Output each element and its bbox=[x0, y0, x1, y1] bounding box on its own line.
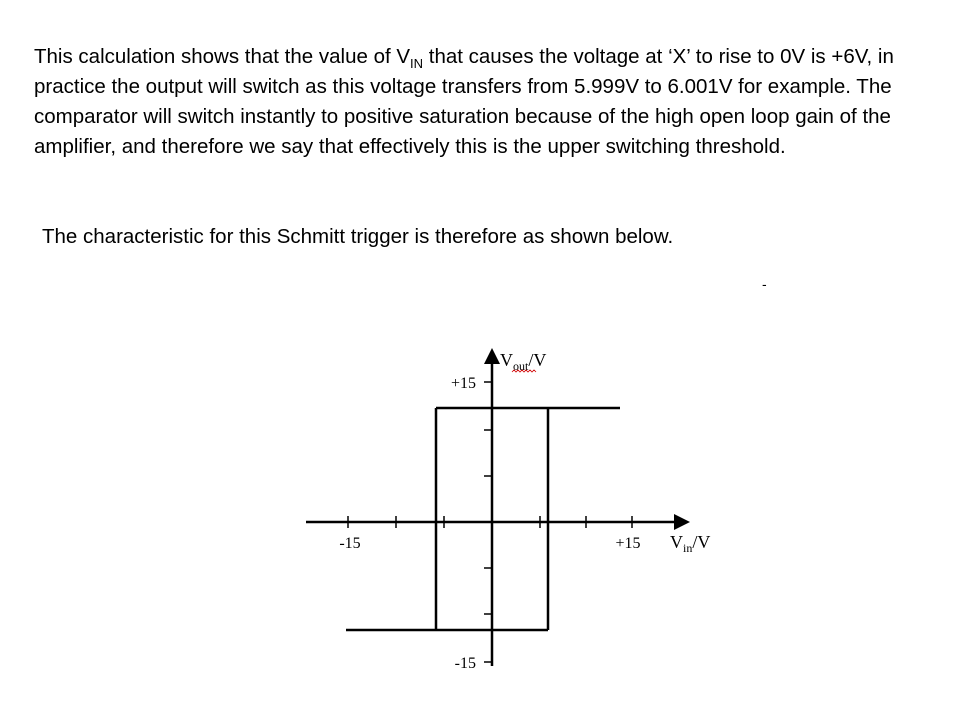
x-axis-label-unit: /V bbox=[692, 532, 711, 552]
paragraph-intro bbox=[34, 42, 934, 162]
y-axis-arrowhead bbox=[484, 348, 500, 364]
x-axis-label-sub: in bbox=[683, 541, 693, 555]
y-tick-label-top: +15 bbox=[450, 375, 476, 392]
x-tick-label-left: -15 bbox=[339, 535, 361, 552]
y-axis-label-main: V bbox=[500, 350, 513, 370]
paragraph-intro-part1: This calculation shows that the value of V bbox=[34, 45, 411, 68]
paragraph-intro-part2: that causes the voltage at ‘X’ to rise to 0V is +6V, in practice the output will switch as this voltage transfers from 5.999V to 6.001V for example. The comparator will switch instantly to positive saturation because of the high open loop gain of the amplifier, and therefore we say that effectively this is the upper switching threshold. bbox=[34, 45, 894, 158]
vin-subscript: IN bbox=[410, 56, 424, 71]
paragraph-characteristic: The characteristic for this Schmitt trigger is therefore as shown below. bbox=[42, 225, 674, 248]
x-axis-label-main: V bbox=[670, 532, 683, 552]
schmitt-trigger-hysteresis-diagram bbox=[290, 330, 730, 680]
x-tick-label-right: +15 bbox=[615, 535, 641, 552]
y-axis-label-unit: /V bbox=[528, 350, 547, 370]
x-axis-arrowhead bbox=[674, 514, 690, 530]
hysteresis-loop bbox=[346, 408, 620, 630]
stray-mark: - bbox=[762, 276, 767, 292]
y-axis-label bbox=[500, 350, 546, 373]
x-axis-label bbox=[670, 532, 710, 555]
y-tick-label-bottom: -15 bbox=[454, 655, 476, 672]
y-axis-label-sub: out bbox=[513, 359, 529, 373]
